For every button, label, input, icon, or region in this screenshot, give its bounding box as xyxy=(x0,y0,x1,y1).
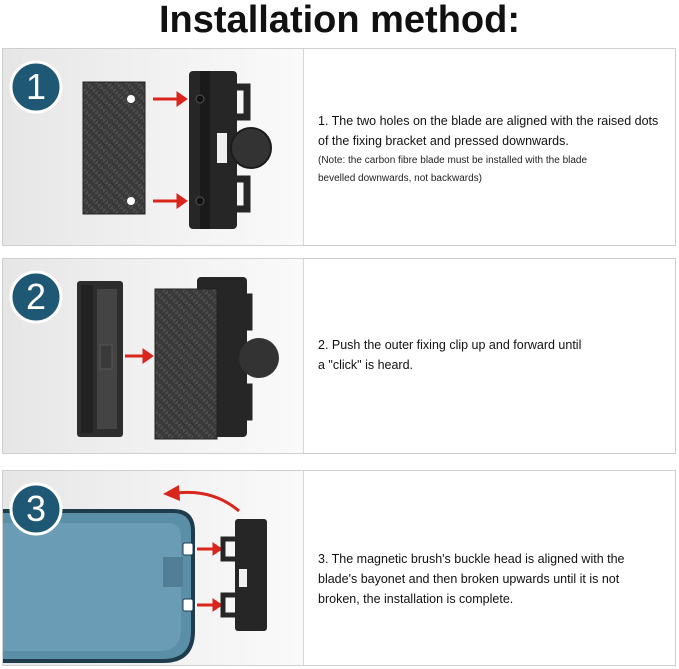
step-number: 3 xyxy=(25,488,47,529)
step-2-panel xyxy=(2,258,676,454)
step-1-line-1: 1. The two holes on the blade are aligned with the raised dots xyxy=(318,114,659,128)
carbon-blade xyxy=(155,289,217,439)
fixing-bracket xyxy=(189,71,271,229)
step-2-instructions xyxy=(318,335,581,375)
step-1-illustration xyxy=(3,49,304,245)
step-1-panel xyxy=(2,48,676,246)
step-2-illustration xyxy=(3,259,304,453)
red-arrow xyxy=(125,349,153,363)
step-3-line-3: broken, the installation is complete. xyxy=(318,592,514,606)
red-arrow xyxy=(153,92,187,208)
step-3-line-1: 3. The magnetic brush's buckle head is aligned with the xyxy=(318,552,625,566)
step-1-note-2: bevelled downwards, not backwards) xyxy=(318,173,482,184)
fixing-bracket xyxy=(223,519,267,631)
step-1-note-1: (Note: the carbon fibre blade must be installed with the blade xyxy=(318,155,588,166)
step-3-instructions xyxy=(318,549,625,609)
step-3-line-2: blade's bayonet and then broken upwards until it is not xyxy=(318,572,620,586)
step-1-line-2: of the fixing bracket and pressed downwards. xyxy=(318,134,569,148)
step-number: 2 xyxy=(25,276,47,317)
page-title: Installation method: xyxy=(159,0,520,41)
step-number: 1 xyxy=(25,66,47,107)
step-3-panel xyxy=(2,470,676,666)
rotate-arrow xyxy=(163,485,239,511)
outer-fixing-clip xyxy=(77,281,123,437)
step-1-instructions xyxy=(318,111,658,189)
step-2-line-1: 2. Push the outer fixing clip up and forward until xyxy=(318,338,582,352)
step-3-illustration xyxy=(3,471,304,665)
step-2-line-2: a "click" is heard. xyxy=(318,358,414,372)
red-arrow xyxy=(197,543,222,611)
carbon-blade xyxy=(83,82,145,214)
